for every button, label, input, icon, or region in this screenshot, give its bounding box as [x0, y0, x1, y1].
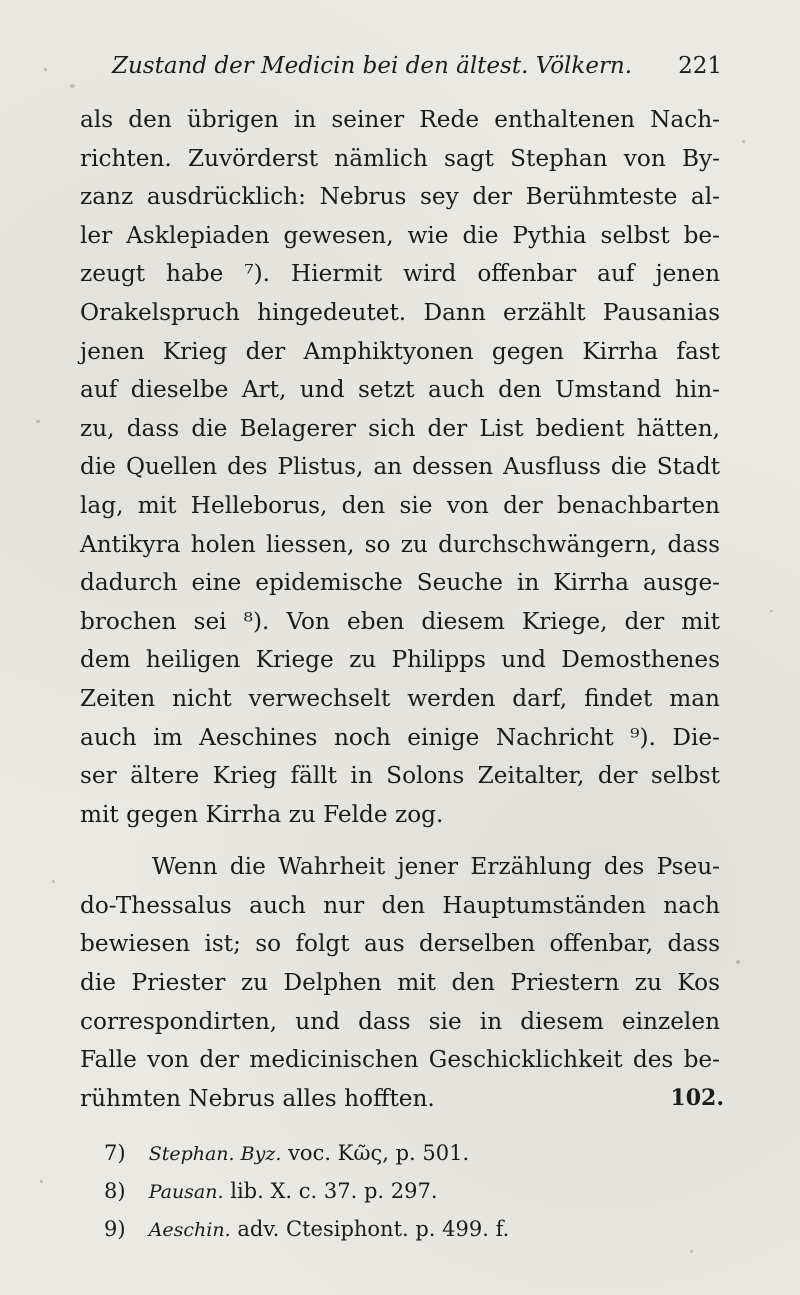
- paper-speck: [736, 960, 740, 964]
- footnotes: [104, 1134, 624, 1248]
- text-line: auf dieselbe Art, und setzt auch den Umstand hin-: [80, 376, 720, 404]
- paper-speck: [44, 68, 47, 71]
- text-line: dadurch eine epidemische Seuche in Kirrha ausge-: [80, 569, 720, 597]
- paper-speck: [36, 420, 40, 423]
- text-line: auch im Aeschines noch einige Nachricht ⁹). Die-: [80, 723, 720, 751]
- text-line: richten. Zuvörderst nämlich sagt Stephan von By-: [80, 144, 720, 172]
- footnote-mark: 7): [104, 1141, 126, 1165]
- text-line: jenen Krieg der Amphiktyonen gegen Kirrha fast: [80, 337, 720, 365]
- text-line: lag, mit Helleborus, den sie von der benachbarten: [80, 491, 720, 519]
- footnote-source: Aeschin.: [148, 1219, 231, 1241]
- text-line: Orakelspruch hingedeutet. Dann erzählt Pausanias: [80, 298, 720, 326]
- main-text: [80, 101, 720, 1118]
- text-line: bewiesen ist; so folgt aus derselben offenbar, dass: [80, 930, 720, 958]
- paper-speck: [770, 610, 773, 612]
- text-line: Wenn die Wahrheit jener Erzählung des Pseu-: [152, 853, 720, 881]
- footnote-reference: lib. X. c. 37. p. 297.: [230, 1179, 438, 1203]
- text-line: mit gegen Kirrha zu Felde zog.: [80, 800, 444, 828]
- footnote-source: Stephan. Byz.: [148, 1143, 282, 1165]
- text-line: zeugt habe ⁷). Hiermit wird offenbar auf jenen: [80, 260, 720, 288]
- page-header: [112, 50, 722, 82]
- text-line: zanz ausdrücklich: Nebrus sey der Berühmteste al-: [80, 183, 720, 211]
- text-line: ler Asklepiaden gewesen, wie die Pythia selbst be-: [80, 221, 720, 249]
- footnote-reference: adv. Ctesiphont. p. 499. f.: [237, 1217, 510, 1241]
- paper-speck: [690, 1250, 693, 1253]
- footnote: [104, 1134, 624, 1172]
- footnote: [104, 1210, 624, 1248]
- text-line: Falle von der medicinischen Geschicklichkeit des be-: [80, 1046, 720, 1074]
- text-line: die Priester zu Delphen mit den Priestern zu Kos: [80, 969, 720, 997]
- text-line: Antikyra holen liessen, so zu durchschwängern, dass: [80, 530, 720, 558]
- footnote-mark: 9): [104, 1217, 126, 1241]
- text-line: do-Thessalus auch nur den Hauptumständen nach: [80, 891, 720, 919]
- paper-speck: [40, 1180, 43, 1183]
- text-line: Zeiten nicht verwechselt werden darf, findet man: [80, 684, 720, 712]
- text-line: rühmten Nebrus alles hofften.: [80, 1084, 435, 1112]
- footnote-mark: 8): [104, 1179, 126, 1203]
- text-line: dem heiligen Kriege zu Philipps und Demosthenes: [80, 646, 720, 674]
- text-line: zu, dass die Belagerer sich der List bedient hätten,: [80, 414, 720, 442]
- footnote-source: Pausan.: [148, 1181, 224, 1203]
- paragraph-1: [80, 101, 720, 834]
- footnote: [104, 1172, 624, 1210]
- text-line: die Quellen des Plistus, an dessen Ausfluss die Stadt: [80, 453, 720, 481]
- page-number: 221: [678, 53, 722, 79]
- footnote-reference: voc. Κῶς, p. 501.: [288, 1141, 470, 1165]
- paper-speck: [742, 140, 745, 143]
- text-line: ser ältere Krieg fällt in Solons Zeitalter, der selbst: [80, 762, 720, 790]
- running-title: Zustand der Medicin bei den ältest. Völkern.: [112, 53, 633, 79]
- text-line: correspondirten, und dass sie in diesem einzelen: [80, 1007, 720, 1035]
- paper-speck: [70, 84, 75, 88]
- paragraph-2: [80, 848, 720, 1118]
- text-line: brochen sei ⁸). Von eben diesem Kriege, der mit: [80, 607, 720, 635]
- text-line: als den übrigen in seiner Rede enthaltenen Nach-: [80, 106, 720, 133]
- paragraph-gap: [80, 834, 720, 848]
- paper-speck: [52, 880, 55, 883]
- catchword: 102.: [670, 1085, 724, 1111]
